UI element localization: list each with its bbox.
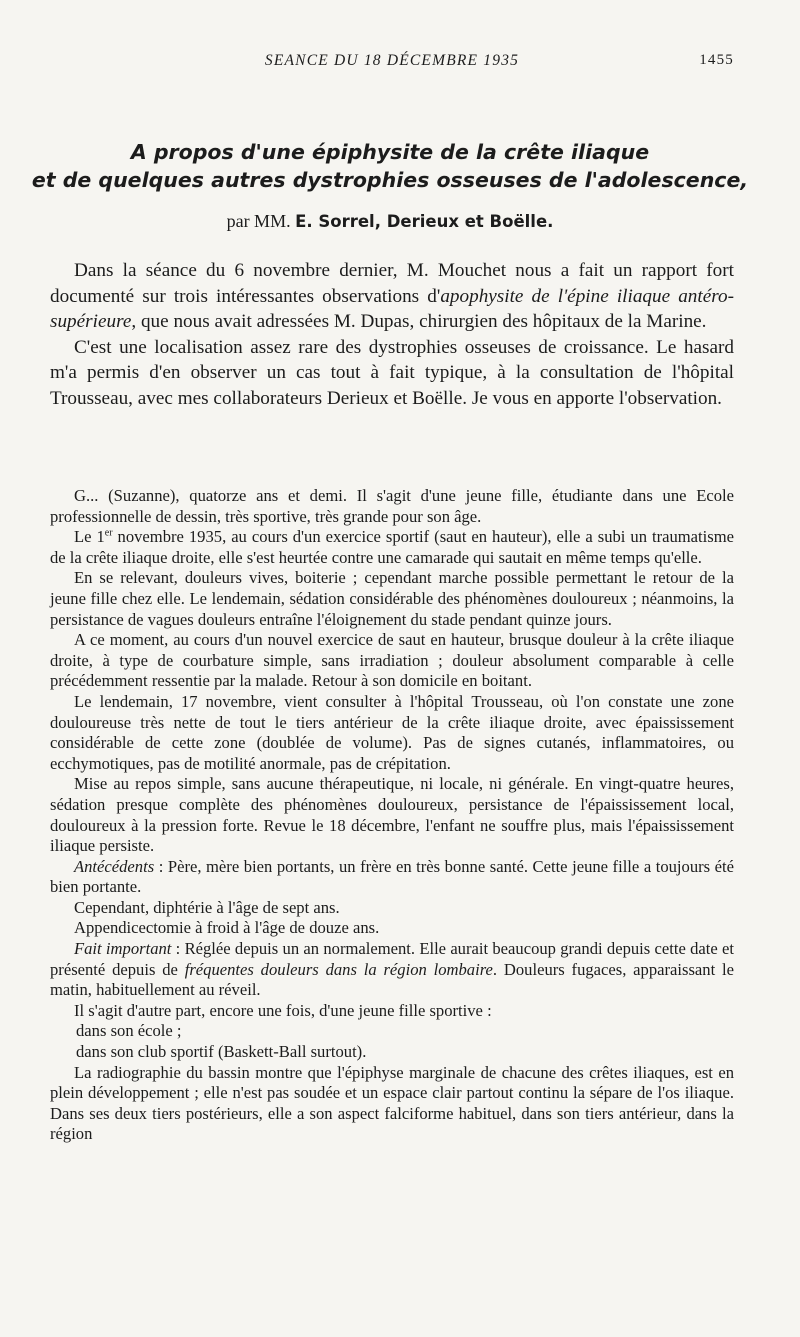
obs-p10-italic: Fait important bbox=[74, 939, 172, 959]
obs-paragraph-11: Il s'agit d'autre part, encore une fois, d'une jeune fille sportive : bbox=[74, 1000, 492, 1020]
intro-p1-text-end: , que nous avait adressées M. Dupas, chirurgien des hôpitaux de la Marine. bbox=[131, 311, 707, 333]
obs-p10-text: : Réglée depuis un an normalement. Elle aurait beaucoup grandi depuis cette date et présenté depuis de bbox=[50, 939, 734, 979]
obs-paragraph-10 bbox=[50, 939, 734, 1001]
article-title bbox=[30, 138, 750, 194]
obs-p2-text: Le 1 bbox=[74, 527, 105, 547]
article-authors bbox=[30, 211, 750, 232]
article-title-line-1: A propos d'une épiphysite de la crête iliaque bbox=[130, 140, 650, 164]
introduction-section bbox=[50, 258, 734, 412]
page-number: 1455 bbox=[699, 52, 734, 68]
obs-p7-italic: Antécédents bbox=[74, 856, 155, 876]
obs-paragraph-6: Mise au repos simple, sans aucune thérapeutique, ni locale, ni générale. En vingt-quatre heures, sédation presque complète des phénomènes douloureux, persistance de l'épaississement local, douloureux à la pression forte. Revue le 18 décembre, l'enfant ne souffre plus, mais l'épaississement iliaque persiste. bbox=[50, 774, 734, 856]
obs-p7-text: : Père, mère bien portants, un frère en très bonne santé. Cette jeune fille a toujours été bien portante. bbox=[50, 856, 734, 897]
intro-p1-text: Dans la séance du 6 novembre dernier, M. Mouchet nous a fait un rapport fort documenté sur trois intéressantes observations d' bbox=[50, 260, 734, 307]
obs-paragraph-9: Appendicectomie à froid à l'âge de douze ans. bbox=[74, 918, 380, 938]
obs-paragraph-13: dans son club sportif (Baskett-Ball surtout). bbox=[76, 1042, 367, 1062]
authors-prefix: par MM. bbox=[226, 211, 291, 231]
obs-p10-italic-2: fréquentes douleurs dans la région lombaire bbox=[184, 959, 493, 979]
intro-paragraph-2: C'est une localisation assez rare des dystrophies osseuses de croissance. Le hasard m'a permis d'en observer un cas tout à fait typique, à la consultation de l'hôpital Trousseau, avec mes collaborateurs Derieux et Boëlle. Je vous en apporte l'observation. bbox=[50, 336, 734, 409]
obs-paragraph-5: Le lendemain, 17 novembre, vient consulter à l'hôpital Trousseau, où l'on constate une zone douloureuse très nette de tout le tiers antérieur de la crête iliaque droite, avec épaississement considérable de cette zone (doublée de volume). Pas de signes cutanés, inflammatoires, ou ecchymotiques, pas de motilité anormale, pas de crépitation. bbox=[50, 691, 734, 773]
intro-paragraph-1 bbox=[50, 258, 734, 335]
obs-paragraph-3: En se relevant, douleurs vives, boiterie ; cependant marche possible permettant le retour de la jeune fille chez elle. Le lendemain, sédation considérable des phénomènes douloureux ; néanmoins, la persistance de vagues douleurs entraîne l'éloignement du stade pendant quinze jours. bbox=[50, 568, 734, 629]
running-title: SEANCE DU 18 DÉCEMBRE 1935 bbox=[264, 52, 520, 69]
obs-p10-text-end: . Douleurs fugaces, apparaissant le matin, habituellement au réveil. bbox=[50, 959, 734, 1000]
obs-paragraph-12: dans son école ; bbox=[76, 1021, 182, 1041]
observation-section bbox=[50, 486, 734, 1145]
obs-paragraph-7 bbox=[50, 857, 734, 898]
article-title-line-2: et de quelques autres dystrophies osseuses de l'adolescence, bbox=[31, 168, 749, 192]
obs-paragraph-1: G... (Suzanne), quatorze ans et demi. Il s'agit d'une jeune fille, étudiante dans une Ecole professionnelle de dessin, très sportive, très grande pour son âge. bbox=[50, 486, 734, 526]
obs-p2-text-end: novembre 1935, au cours d'un exercice sportif (saut en hauteur), elle a subi un traumatisme de la crête iliaque droite, elle s'est heurtée contre une camarade qui sautait en même temps qu'elle. bbox=[50, 527, 734, 567]
running-header bbox=[50, 52, 734, 74]
obs-paragraph-2 bbox=[50, 527, 734, 568]
obs-paragraph-8: Cependant, diphtérie à l'âge de sept ans. bbox=[74, 897, 340, 917]
intro-p1-italic: apophysite de l'épine iliaque antéro-supérieure bbox=[50, 285, 734, 333]
obs-p2-superscript: er bbox=[104, 527, 113, 539]
obs-paragraph-4: A ce moment, au cours d'un nouvel exercice de saut en hauteur, brusque douleur à la crête iliaque droite, à type de courbature simple, sans irradiation ; douleur absolument comparable à celle précédemment ressentie par la malade. Retour à son domicile en boitant. bbox=[50, 630, 734, 691]
obs-paragraph-14: La radiographie du bassin montre que l'épiphyse marginale de chacune des crêtes iliaques, est en plein développement ; elle n'est pas soudée et un espace clair partout continu la sépare de l'os iliaque. Dans ses deux tiers postérieurs, elle a son aspect falciforme habituel, dans son tiers antérieur, dans la région bbox=[50, 1062, 734, 1144]
authors-names: E. Sorrel, Derieux et Boëlle. bbox=[295, 212, 554, 231]
